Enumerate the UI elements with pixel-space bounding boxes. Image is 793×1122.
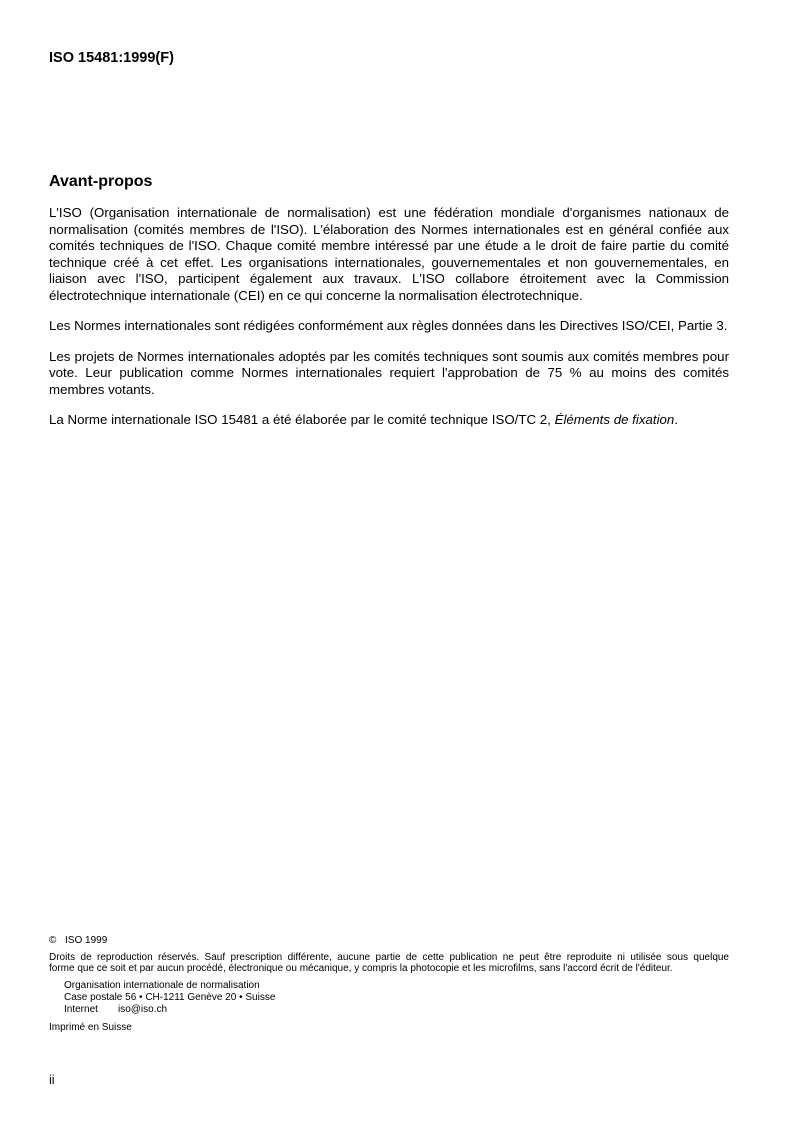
internet-label: Internet [64, 1004, 98, 1015]
rights-line: forme que ce soit et par aucun procédé, électronique ou mécanique, y compris la photocopie et les microfilms, sans l'accord écrit de l'éditeur. [49, 963, 673, 974]
paragraph-line: comités techniques de l'ISO. Chaque comité membre intéressé par une étude a le droit de faire partie du comité [49, 238, 729, 253]
address-postal: Case postale 56 • CH-1211 Genève 20 • Suisse [64, 992, 276, 1003]
copyright-owner: ISO 1999 [65, 935, 108, 946]
paragraph-line: L'ISO (Organisation internationale de normalisation) est une fédération mondiale d'organismes nationaux de [49, 205, 729, 220]
paragraph-end: . [674, 412, 679, 427]
document-identifier: ISO 15481:1999(F) [49, 50, 174, 66]
copyright-symbol: © [49, 935, 57, 946]
foreword-body [49, 205, 729, 443]
paragraph-4 [49, 412, 729, 429]
paragraph-line: Les Normes internationales sont rédigées conformément aux règles données dans les Directives ISO/CEI, Partie 3. [49, 318, 728, 333]
paragraph-line: Les projets de Normes internationales adoptés par les comités techniques sont soumis aux comités membres pour [49, 348, 729, 364]
section-title: Avant-propos [49, 173, 153, 190]
paragraph-line: normalisation (comités membres de l'ISO). L'élaboration des Normes internationales est en général confiée aux [49, 221, 729, 237]
committee-title: Éléments de fixation [554, 412, 675, 427]
paragraph-2 [49, 318, 729, 335]
paragraph-3 [49, 349, 729, 399]
paragraph-line: liaison avec l'ISO, participent également aux travaux. L'ISO collabore étroitement avec la Commission [49, 271, 729, 286]
rights-notice [49, 952, 729, 975]
paragraph-line: vote. Leur publication comme Normes internationales requiert l'approbation de 75 % au moins des comités [49, 365, 729, 380]
page-number: ii [49, 1073, 55, 1087]
internet-address: iso@iso.ch [118, 1004, 168, 1015]
printed-in: Imprimé en Suisse [49, 1022, 132, 1033]
copyright-line [49, 935, 729, 947]
address-internet [64, 1004, 724, 1016]
paragraph-1 [49, 205, 729, 304]
paragraph-line: technique créé à cet effet. Les organisations internationales, gouvernementales et non gouvernementales, en [49, 254, 729, 270]
rights-line: Droits de reproduction réservés. Sauf prescription différente, aucune partie de cette publication ne peut être reproduite ni utilisée sous quelque [49, 951, 729, 963]
paragraph-text: La Norme internationale ISO 15481 a été élaborée par le comité technique ISO/TC 2, [49, 412, 555, 427]
paragraph-line: membres votants. [49, 381, 155, 397]
paragraph-line: électrotechnique internationale (CEI) en ce qui concerne la normalisation électrotechnique. [49, 287, 583, 303]
address-organisation: Organisation internationale de normalisation [64, 980, 260, 991]
paragraph-line [49, 412, 729, 429]
publisher-address [64, 980, 724, 1016]
